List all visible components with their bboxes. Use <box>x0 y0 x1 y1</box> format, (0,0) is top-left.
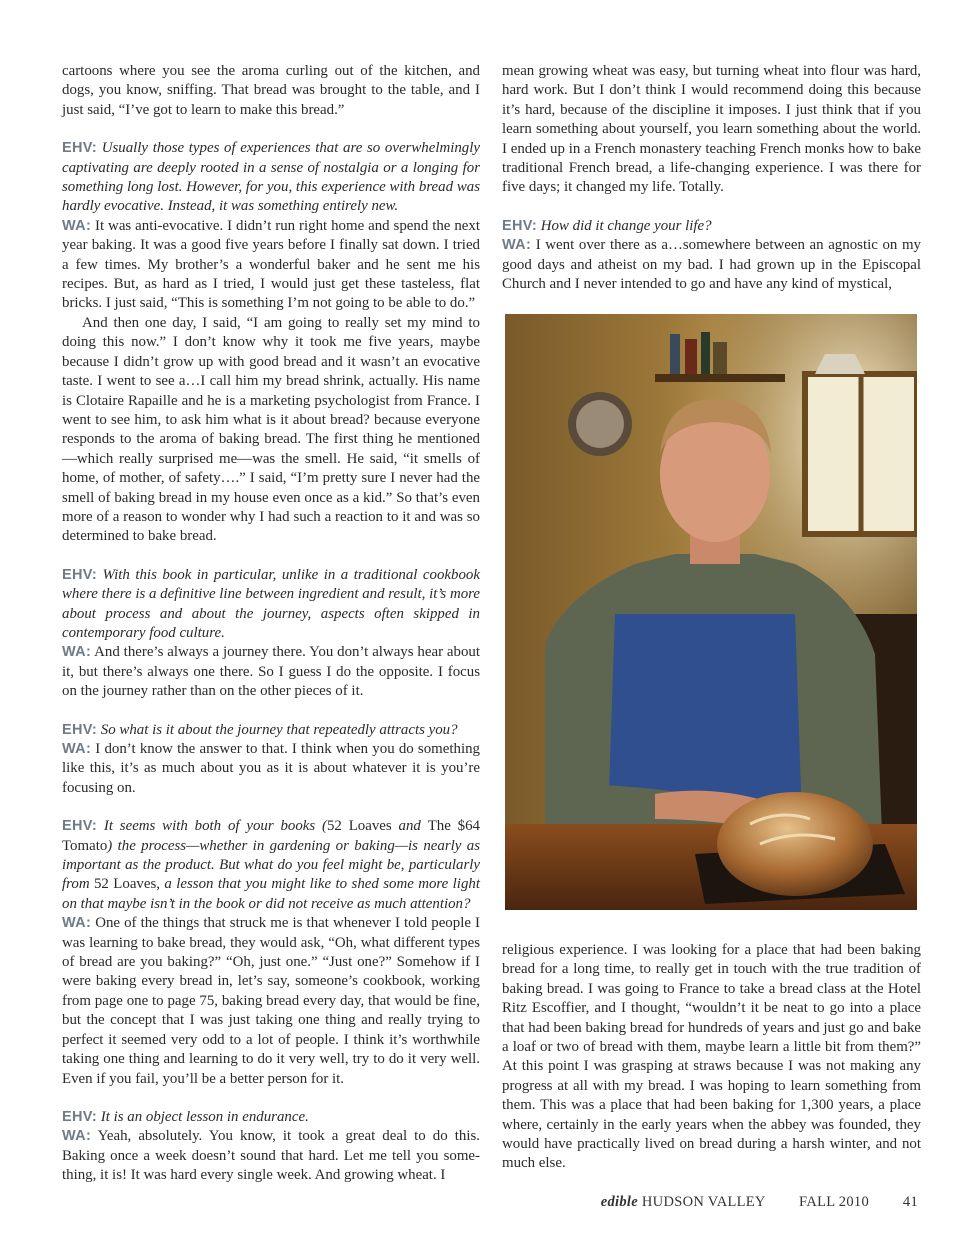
speaker-label: WA: <box>502 237 532 254</box>
answer <box>502 236 921 294</box>
portrait-illustration <box>505 314 917 910</box>
question <box>62 1108 480 1127</box>
answer-text: I went over there as a…somewhere between an agnostic on my good days and atheist on my bad. I had grown up in the Episcopal Church and I never intended to go and have any kind of mystical, <box>502 237 921 293</box>
question-text-part: , a lesson that you might like to shed some more light on that maybe isn’t in the book or did not receive as much attention? <box>62 876 480 912</box>
answer <box>62 643 480 701</box>
speaker-label: WA: <box>62 741 92 757</box>
issue-date: FALL 2010 <box>799 1194 870 1210</box>
answer-text: Yeah, absolutely. You know, it took a great deal to do this. Baking once a week doesn’t sound that hard. Let me tell you something, it is! It was hard every single week. And growing wheat. I <box>62 1128 480 1184</box>
right-column-top <box>502 62 921 294</box>
book-title: 52 Loaves <box>326 818 392 835</box>
speaker-label: EHV: <box>62 818 98 835</box>
question-text: With this book in particular, unlike in a traditional cookbook where there is a definitive line between ingredient and result, it’s more about process and about the journey, aspects often skipped in contemporary food culture. <box>62 566 480 641</box>
speaker-label: EHV: <box>502 217 538 234</box>
publication-name: HUDSON VALLEY <box>641 1194 766 1210</box>
question <box>62 139 480 217</box>
question <box>62 817 480 914</box>
question-text <box>62 818 480 912</box>
answer-text: It was anti-evocative. I didn’t run right home and spend the next year baking. It was a good five years before I finally sat down. I tried a few times. My brother’s a wonderful baker and he sent me his recipes. But, as hard as I tried, I would just get these tasteless, flat bricks. I just said, “This is something I’m not going to be able to do.” <box>62 217 480 312</box>
book-title: The $64 Tomato <box>62 818 480 854</box>
question <box>62 721 480 740</box>
speaker-label: EHV: <box>62 1108 98 1125</box>
question-text: Usually those types of experiences that are so overwhelmingly captivating are deeply rooted in a sense of nostalgia or a longing for something long lost. However, for you, this experience with bread was hardly evocative. Instead, it was something entirely new. <box>62 140 481 215</box>
speaker-label: WA: <box>62 217 92 234</box>
question-text: So what is it about the journey that repeatedly attracts you? <box>100 721 458 738</box>
paragraph: And then one day, I said, “I am going to really set my mind to doing this now.” I don’t know why it took me five years, maybe because I didn’t grow up with good bread and it wasn’t an evocative taste. I went to see a…I call him my bread shrink, actually. His name is Clotaire Rapaille and he is a marketing psychologist from France. I went to see him, to ask him what is it about bread? because everyone responds to the aroma of baking bread. The first thing he mentioned—which really surprised me—was the smell. He said, “it smells of home, of mother, of safety….” I said, “I’m pretty sure I never had the smell of baking bread in my house even once as a kid.” So that’s even more of a reason to wonder why I had such a reaction to it and was so determined to bake bread. <box>62 314 480 545</box>
question-text-part: and <box>391 818 428 835</box>
question-text: How did it change your life? <box>540 217 712 234</box>
answer <box>62 217 480 314</box>
paragraph: mean growing wheat was easy, but turning wheat into flour was hard, hard work. But I don’t think I would recommend doing this because it’s hard, because of the discipline it imposes. I just think that if you learn something about yourself, you learn something about the world. I ended up in a French monastery teaching French monks how to bake traditional French bread, a life-changing experience. I was there for five days; it changed my life. Totally. <box>502 63 921 196</box>
speaker-label: WA: <box>62 644 92 661</box>
left-column <box>62 62 480 1186</box>
question-text-part: ) the process—whether in gardening or baking—is nearly as important as the product. But what do you feel might be, particularly from <box>62 837 480 893</box>
answer <box>62 914 480 1089</box>
answer <box>62 740 480 798</box>
paragraph: cartoons where you see the aroma curling out of the kitchen, and dogs, you know, sniffing. That bread was brought to the table, and I just said, “I’ve got to learn to make this bread.” <box>62 63 480 118</box>
paragraph: religious experience. I was looking for a place that had been baking bread for a long time, to really get in touch with the true tradition of baking bread. I was going to France to take a bread class at the Hotel Ritz Escoffier, and I thought, “wouldn’t it be neat to go into a place that had been baking bread for hundreds of years and just go and bake a loaf or two of bread with them, maybe learn a little bit from them?” At this point I was grasping at straws because I was not making any progress at all with my bread. I was hoping to learn something from them. This was a place that had been baking for 1,300 years, a place where, certainly in the early years when the abbey was founded, they would have practically lived on bread during a harsh winter, and not much else. <box>502 942 921 1172</box>
page-number: 41 <box>902 1194 918 1210</box>
question-text: It is an object lesson in endurance. <box>100 1108 309 1125</box>
speaker-label: WA: <box>62 915 92 932</box>
answer-text: And there’s always a journey there. You don’t always hear about it, but there’s always one there. So I guess I do the opposite. I focus on the journey rather than on the other pieces of it. <box>62 644 480 700</box>
book-title: 52 Loaves <box>93 876 157 893</box>
question-text-part: It seems with both of your books ( <box>103 818 327 835</box>
answer <box>62 1127 480 1185</box>
right-column-bottom <box>502 941 921 1174</box>
answer-text: I don’t know the answer to that. I think when you do something like this, it’s as much about you as it is about whatever it is you’re focusing on. <box>62 741 480 796</box>
speaker-label: WA: <box>62 1128 92 1145</box>
question <box>62 566 480 644</box>
page-footer <box>601 1194 918 1211</box>
speaker-label: EHV: <box>62 721 98 738</box>
answer-text: One of the things that struck me is that whenever I told people I was learning to bake bread, they would ask, “Oh, what different types of bread are you baking?” “Oh, just one.” “Just one?” Somehow if I were baking every bread in, let’s say, someone’s cookbook, working from page one to page 75, baking bread every day, that would be fine, but the concept that I was just taking one thing and really trying to perfect it seemed very odd to a lot of people. I think it’s worthwhile taking one thing and learning to do it very well, try to do it very well. Even if you fail, you’ll be a better person for it. <box>62 915 480 1087</box>
speaker-label: EHV: <box>62 140 98 157</box>
question <box>502 217 921 236</box>
brand-name: edible <box>600 1194 638 1210</box>
speaker-label: EHV: <box>62 566 98 583</box>
portrait-photo <box>505 314 917 910</box>
